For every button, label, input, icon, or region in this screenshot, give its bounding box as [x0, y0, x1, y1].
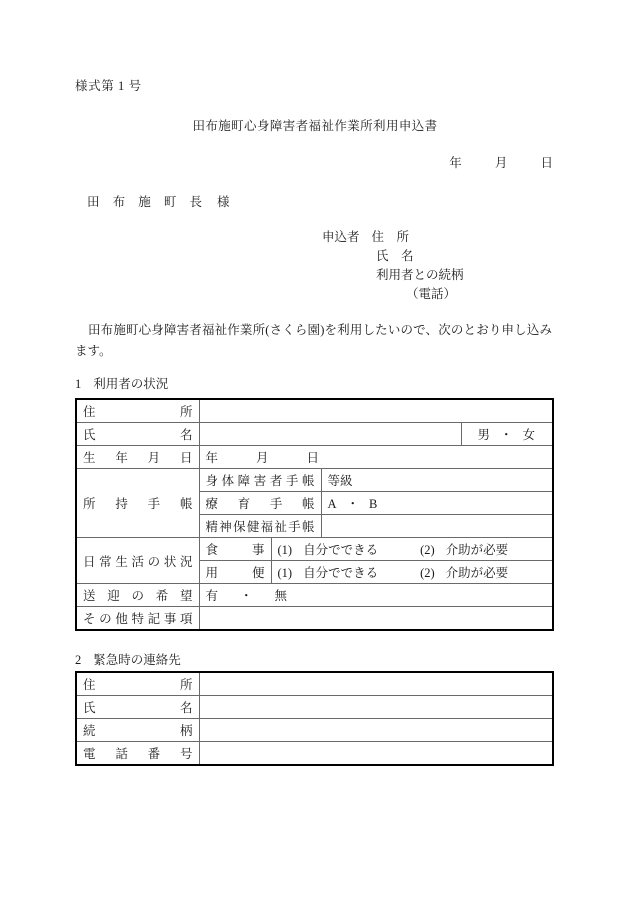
section-2-number: 2 [75, 653, 82, 667]
meal-option-1-text[interactable]: 自分でできる [303, 543, 379, 557]
label-emergency-name: 氏名 [76, 696, 199, 719]
section-1-heading [75, 374, 168, 392]
label-pickup: 送迎の希望 [76, 584, 199, 607]
input-emergency-address[interactable] [199, 672, 553, 696]
page-title: 田布施町心身障害者福祉作業所利用申込書 [192, 119, 438, 133]
table-row-handbook-physical [76, 469, 553, 492]
meal-option-1-number: (1) [277, 543, 293, 557]
ryoiku-b-option[interactable]: B [369, 497, 378, 511]
applicant-tel-close: ） [443, 287, 457, 301]
label-meal: 食事 [199, 538, 271, 561]
meal-options[interactable] [271, 538, 553, 561]
table-row-dob [76, 446, 553, 469]
applicant-address-label: 住 所 [371, 230, 410, 244]
input-emergency-tel[interactable] [199, 742, 553, 766]
input-emergency-relation[interactable] [199, 719, 553, 742]
label-handbook: 所持手帳 [76, 469, 199, 538]
label-handbook-physical: 身体障害者手帳 [199, 469, 321, 492]
label-name: 氏名 [76, 423, 199, 446]
input-dob[interactable] [199, 446, 553, 469]
addressee-name: 田 布 施 町 長 [87, 195, 208, 209]
applicant-heading: 申込者 [322, 230, 360, 244]
table-row [76, 672, 553, 696]
toilet-option-1-text[interactable]: 自分でできる [303, 566, 379, 580]
dob-day-label: 日 [306, 451, 320, 465]
dob-month-label: 月 [256, 451, 269, 465]
section-1-title: 利用者の状況 [93, 377, 169, 391]
applicant-block [322, 228, 464, 304]
toilet-options[interactable] [271, 561, 553, 584]
pickup-yes-option[interactable]: 有 [205, 589, 219, 603]
input-emergency-name[interactable] [199, 696, 553, 719]
section-2-heading [75, 650, 181, 668]
input-address[interactable] [199, 399, 553, 423]
ryoiku-separator: ・ [346, 497, 360, 511]
table-row [76, 742, 553, 766]
meal-option-2-number: (2) [420, 543, 435, 557]
label-emergency-address: 住所 [76, 672, 199, 696]
table-row [76, 719, 553, 742]
label-handbook-mental: 精神保健福祉手帳 [199, 515, 321, 538]
label-toilet: 用便 [199, 561, 271, 584]
sex-separator: ・ [499, 428, 514, 442]
table-row [76, 696, 553, 719]
applicant-name-label: 氏 名 [376, 249, 414, 263]
dob-year-label: 年 [205, 451, 219, 465]
addressee [87, 192, 230, 210]
table-row-address [76, 399, 553, 423]
applicant-name-row [322, 247, 464, 266]
toilet-option-1-number: (1) [277, 566, 293, 580]
input-handbook-grade[interactable]: 等級 [321, 469, 553, 492]
pickup-choice[interactable] [199, 584, 553, 607]
ryoiku-a-option[interactable]: A [327, 497, 337, 511]
addressee-suffix: 様 [217, 195, 230, 209]
date-month-label: 月 [494, 156, 508, 170]
table-row-notes [76, 607, 553, 631]
user-status-table [75, 398, 554, 631]
meal-option-2-text[interactable]: 介助が必要 [445, 543, 509, 557]
table-row-daily-meal [76, 538, 553, 561]
label-dob: 生年月日 [76, 446, 199, 469]
date-year-label: 年 [449, 156, 462, 170]
input-name[interactable] [199, 423, 461, 446]
section-1-number: 1 [75, 377, 82, 391]
emergency-contact-table [75, 671, 554, 766]
input-handbook-mental[interactable] [321, 515, 553, 538]
table-row-pickup [76, 584, 553, 607]
applicant-address-row [322, 228, 464, 247]
label-address: 住所 [76, 399, 199, 423]
table-row-name [76, 423, 553, 446]
pickup-no-option[interactable]: 無 [274, 589, 288, 603]
input-handbook-ryoiku-grade[interactable] [321, 492, 553, 515]
form-number: 様式第 1 号 [75, 79, 142, 93]
label-notes: その他特記事項 [76, 607, 199, 631]
body-paragraph: 田布施町心身障害者福祉作業所(さくら園)を利用したいので、次のとおり申し込みます。 [75, 323, 552, 358]
applicant-relation-label: 利用者との続柄 [376, 268, 464, 282]
applicant-tel-row [322, 285, 464, 304]
sex-male-option[interactable]: 男 [477, 428, 491, 442]
applicant-relation-row [322, 266, 464, 285]
section-2-title: 緊急時の連絡先 [93, 653, 181, 667]
toilet-option-2-text[interactable]: 介助が必要 [445, 566, 509, 580]
label-emergency-tel: 電話番号 [76, 742, 199, 766]
label-emergency-relation: 続柄 [76, 719, 199, 742]
label-daily-life: 日常生活の状況 [76, 538, 199, 584]
label-handbook-ryoiku: 療育手帳 [199, 492, 321, 515]
date-day-label: 日 [540, 156, 553, 170]
input-notes[interactable] [199, 607, 553, 631]
applicant-tel-open: （電話 [406, 287, 444, 301]
sex-female-option[interactable]: 女 [522, 428, 537, 442]
sex-choice[interactable] [461, 423, 553, 446]
date-line [0, 153, 553, 171]
pickup-separator: ・ [240, 589, 253, 603]
toilet-option-2-number: (2) [420, 566, 435, 580]
